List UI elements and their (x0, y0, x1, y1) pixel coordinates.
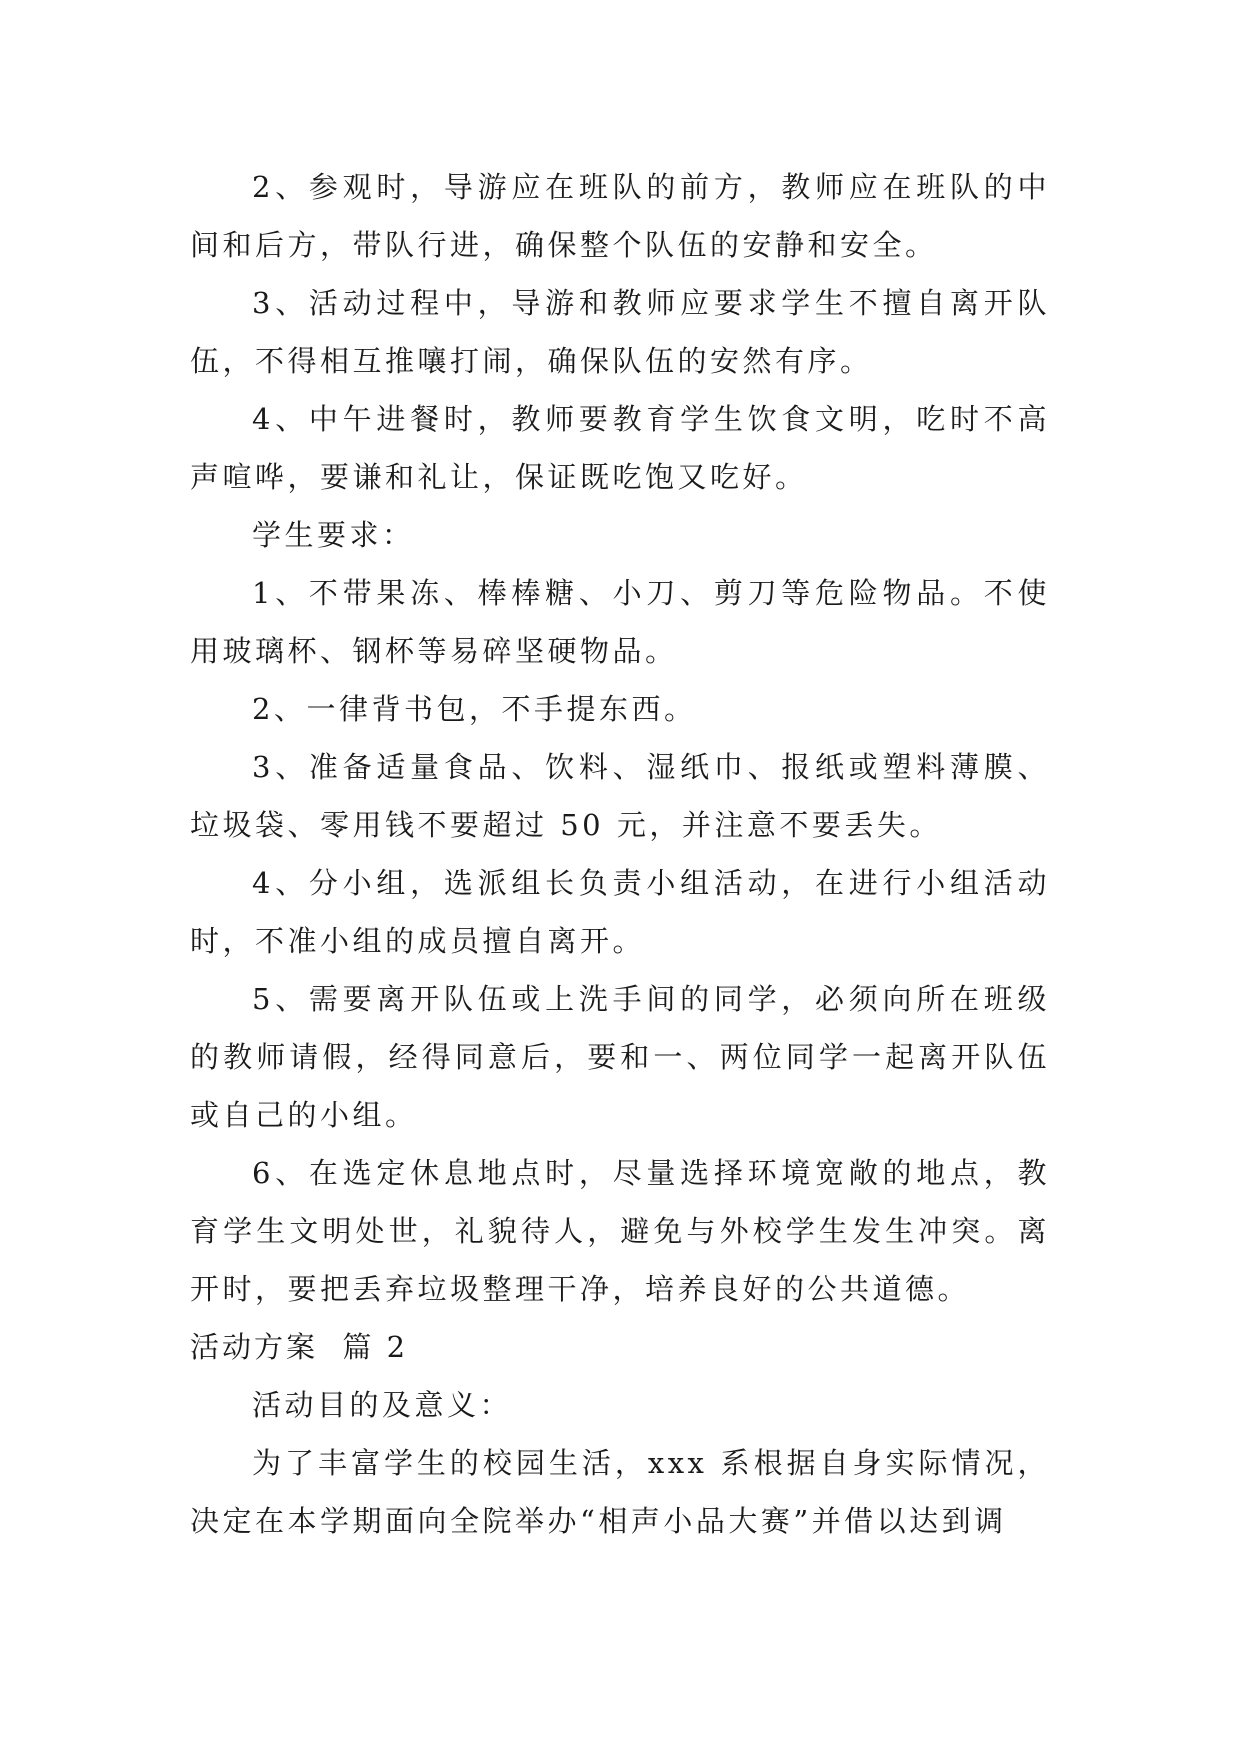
requirement-item-5: 5、需要离开队伍或上洗手间的同学，必须向所在班级的教师请假，经得同意后，要和一、两位同学一起离开队伍或自己的小组。 (190, 982, 1050, 1132)
requirement-item-4: 4、分小组，选派组长负责小组活动，在进行小组活动时，不准小组的成员擅自离开。 (190, 866, 1050, 958)
requirement-item-6: 6、在选定休息地点时，尽量选择环境宽敞的地点，教育学生文明处世，礼貌待人，避免与外校学生发生冲突。离开时，要把丢弃垃圾整理干净，培养良好的公共道德。 (190, 1156, 1050, 1306)
section-heading: 活动方案 篇 2 (190, 1330, 409, 1364)
purpose-title: 活动目的及意义： (252, 1388, 513, 1422)
document-page (190, 158, 1050, 1550)
purpose-paragraph: 为了丰富学生的校园生活，xxx 系根据自身实际情况，决定在本学期面向全院举办“相声小品大赛”并借以达到调 (190, 1446, 1050, 1538)
paragraph-guide-position: 2、参观时，导游应在班队的前方，教师应在班队的中间和后方，带队行进，确保整个队伍的安静和安全。 (190, 170, 1050, 262)
requirement-item-2: 2、一律背书包，不手提东西。 (252, 692, 697, 726)
paragraph-activity-order: 3、活动过程中，导游和教师应要求学生不擅自离开队伍，不得相互推嚷打闹，确保队伍的安然有序。 (190, 286, 1050, 378)
student-requirements-title: 学生要求： (252, 518, 415, 552)
requirement-item-1: 1、不带果冻、棒棒糖、小刀、剪刀等危险物品。不使用玻璃杯、钢杯等易碎坚硬物品。 (190, 576, 1050, 668)
paragraph-lunch: 4、中午进餐时，教师要教育学生饮食文明，吃时不高声喧哗，要谦和礼让，保证既吃饱又吃好。 (190, 402, 1050, 494)
requirement-item-3: 3、准备适量食品、饮料、湿纸巾、报纸或塑料薄膜、垃圾袋、零用钱不要超过 50 元，并注意不要丢失。 (190, 750, 1050, 842)
